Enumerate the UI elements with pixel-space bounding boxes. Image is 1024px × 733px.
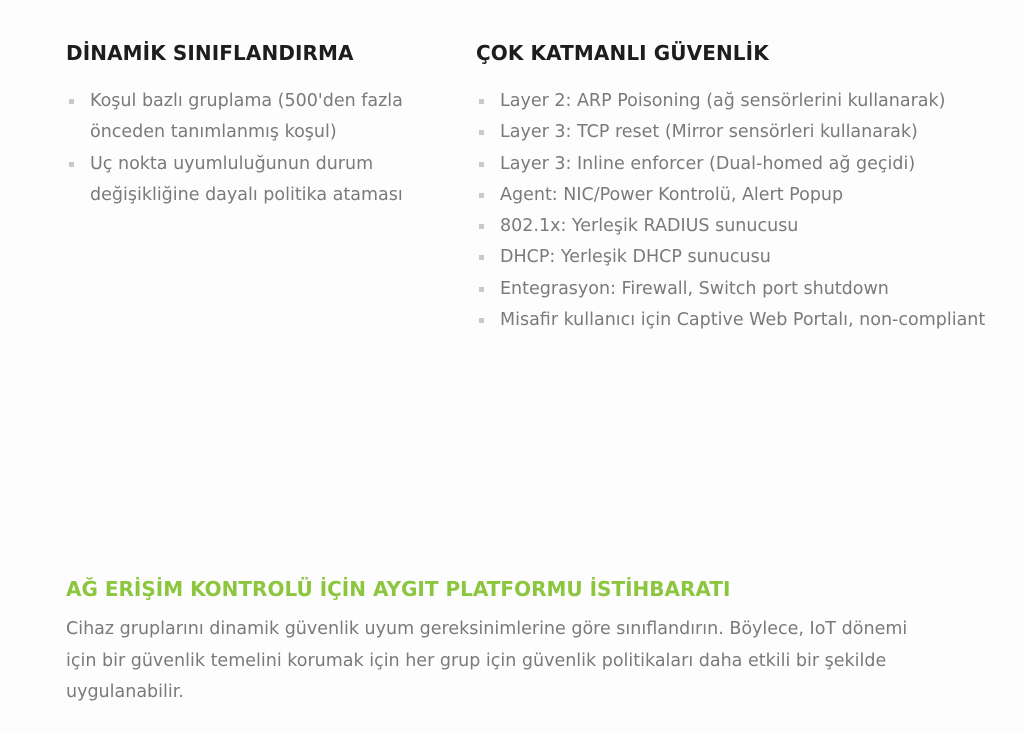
list-item: Layer 2: ARP Poisoning (ağ sensörlerini kullanarak) [476,86,996,117]
list-item: Layer 3: Inline enforcer (Dual-homed ağ geçidi) [476,149,996,180]
dynamic-classification-heading: DİNAMİK SINIFLANDIRMA [66,41,354,65]
list-item: Misafir kullanıcı için Captive Web Portalı, non-compliant [476,305,996,336]
list-item: Layer 3: TCP reset (Mirror sensörleri kullanarak) [476,117,996,148]
dynamic-classification-list [66,86,436,211]
list-item: Agent: NIC/Power Kontrolü, Alert Popup [476,180,996,211]
list-item: DHCP: Yerleşik DHCP sunucusu [476,242,996,273]
multilayer-security-list [476,86,996,336]
section-title: AĞ ERİŞİM KONTROLÜ İÇİN AYGIT PLATFORMU İSTİHBARATI [66,577,731,601]
list-item: 802.1x: Yerleşik RADIUS sunucusu [476,211,996,242]
device-platform-intelligence-section [66,572,966,709]
list-item: Uç nokta uyumluluğunun durum değişikliğine dayalı politika ataması [66,149,436,212]
dynamic-classification-column [66,38,436,211]
multilayer-security-column [476,38,996,336]
multilayer-security-heading: ÇOK KATMANLI GÜVENLİK [476,41,769,65]
list-item: Entegrasyon: Firewall, Switch port shutdown [476,274,996,305]
list-item: Koşul bazlı gruplama (500'den fazla önceden tanımlanmış koşul) [66,86,436,149]
section-body: Cihaz gruplarını dinamik güvenlik uyum gereksinimlerine göre sınıflandırın. Böylece, IoT dönemi için bir güvenlik temelini korumak için her grup için güvenlik politikaları daha etkili bir şekilde uygulanabilir. [66,619,908,702]
